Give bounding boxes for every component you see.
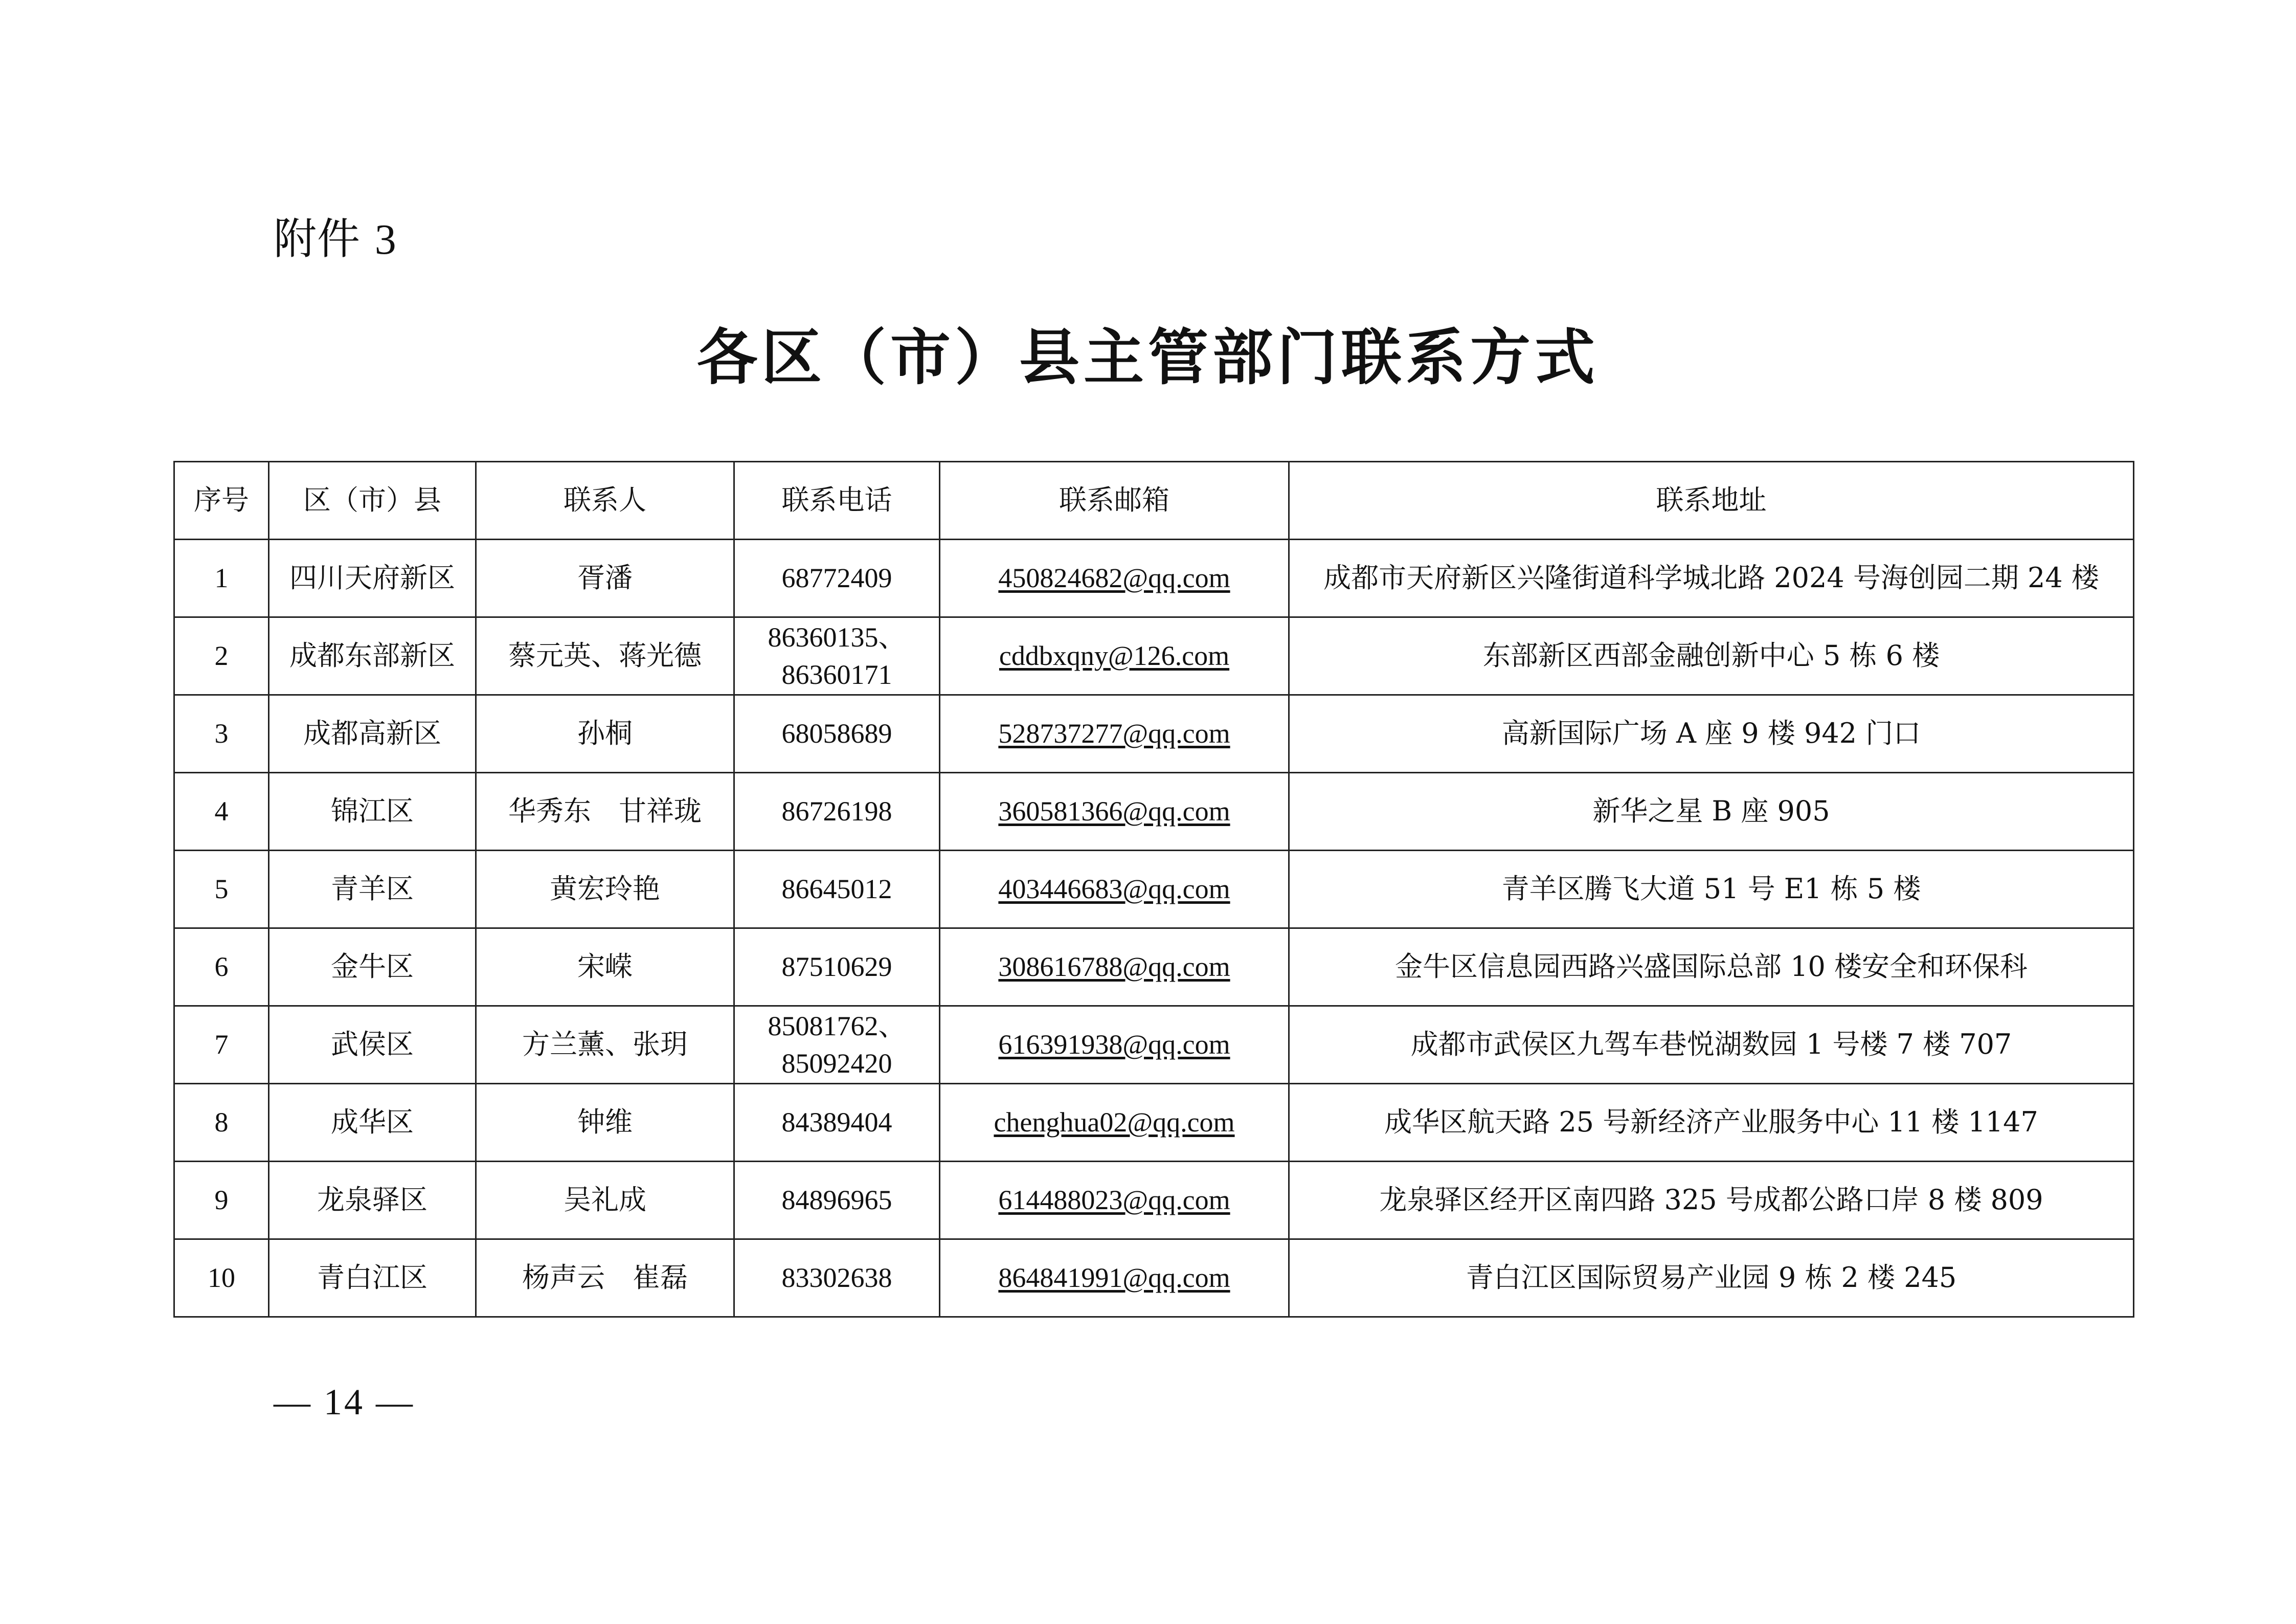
phone-cell: [734, 928, 940, 1006]
email-link[interactable]: 308616788@qq.com: [998, 951, 1230, 983]
district-cell: 四川天府新区: [269, 540, 476, 617]
phone-cell: [734, 1162, 940, 1239]
table-row: [174, 695, 2134, 773]
phone-number: 86360135、: [768, 621, 906, 653]
table-row: [174, 928, 2134, 1006]
table-row: [174, 617, 2134, 695]
contact-person-cell: 钟维: [476, 1084, 734, 1162]
table-row: [174, 1239, 2134, 1317]
phone-number: 68772409: [781, 563, 892, 594]
attachment-number: 3: [374, 216, 397, 263]
row-index-cell: 3: [174, 695, 269, 773]
table-header-row: [174, 462, 2134, 540]
district-cell: 锦江区: [269, 773, 476, 851]
email-cell: [940, 773, 1289, 851]
email-link[interactable]: 864841991@qq.com: [998, 1262, 1230, 1294]
phone-cell: [734, 1006, 940, 1084]
address-cell: 成都市武侯区九驾车巷悦湖数园 1 号楼 7 楼 707: [1289, 1006, 2134, 1084]
phone-cell: [734, 851, 940, 928]
phone-number: 86645012: [781, 874, 892, 905]
phone-cell: [734, 617, 940, 695]
email-link[interactable]: 360581366@qq.com: [998, 796, 1230, 827]
contact-person-cell: 方兰薰、张玥: [476, 1006, 734, 1084]
row-index-cell: 1: [174, 540, 269, 617]
phone-number: 84389404: [781, 1107, 892, 1138]
district-cell: 龙泉驿区: [269, 1162, 476, 1239]
email-cell: [940, 695, 1289, 773]
address-cell: 新华之星 B 座 905: [1289, 773, 2134, 851]
header-cell-contact: 联系人: [476, 462, 734, 540]
district-cell: 成都东部新区: [269, 617, 476, 695]
row-index-cell: 5: [174, 851, 269, 928]
email-link[interactable]: cddbxqny@126.com: [999, 640, 1230, 672]
row-index-cell: 4: [174, 773, 269, 851]
phone-number: 68058689: [781, 718, 892, 749]
email-link[interactable]: 528737277@qq.com: [998, 718, 1230, 749]
table-row: [174, 540, 2134, 617]
email-link[interactable]: 614488023@qq.com: [998, 1185, 1230, 1216]
row-index-cell: 6: [174, 928, 269, 1006]
row-index-cell: 9: [174, 1162, 269, 1239]
contact-person-cell: 蔡元英、蒋光德: [476, 617, 734, 695]
district-cell: 青白江区: [269, 1239, 476, 1317]
table-row: [174, 773, 2134, 851]
phone-cell: [734, 1084, 940, 1162]
table-row: [174, 1162, 2134, 1239]
email-cell: [940, 1006, 1289, 1084]
email-cell: [940, 1239, 1289, 1317]
table-row: [174, 851, 2134, 928]
address-cell: 成华区航天路 25 号新经济产业服务中心 11 楼 1147: [1289, 1084, 2134, 1162]
contact-person-cell: 华秀东 甘祥珑: [476, 773, 734, 851]
address-cell: 青白江区国际贸易产业园 9 栋 2 楼 245: [1289, 1239, 2134, 1317]
row-index-cell: 2: [174, 617, 269, 695]
table-row: [174, 1006, 2134, 1084]
document-title: 各区（市）县主管部门联系方式: [696, 322, 1599, 393]
phone-cell: [734, 695, 940, 773]
contact-person-cell: 杨声云 崔磊: [476, 1239, 734, 1317]
district-cell: 成华区: [269, 1084, 476, 1162]
district-cell: 金牛区: [269, 928, 476, 1006]
email-cell: [940, 540, 1289, 617]
address-cell: 金牛区信息园西路兴盛国际总部 10 楼安全和环保科: [1289, 928, 2134, 1006]
email-link[interactable]: 403446683@qq.com: [998, 874, 1230, 905]
email-link[interactable]: 616391938@qq.com: [998, 1029, 1230, 1060]
address-cell: 龙泉驿区经开区南四路 325 号成都公路口岸 8 楼 809: [1289, 1162, 2134, 1239]
row-index-cell: 7: [174, 1006, 269, 1084]
header-cell-address: 联系地址: [1289, 462, 2134, 540]
phone-number: 86360171: [781, 659, 892, 690]
district-cell: 武侯区: [269, 1006, 476, 1084]
table-body: [174, 540, 2134, 1317]
header-cell-district: 区（市）县: [269, 462, 476, 540]
header-cell-email: 联系邮箱: [940, 462, 1289, 540]
contacts-table: [173, 461, 2134, 1318]
address-cell: 青羊区腾飞大道 51 号 E1 栋 5 楼: [1289, 851, 2134, 928]
email-link[interactable]: chenghua02@qq.com: [994, 1107, 1235, 1138]
district-cell: 成都高新区: [269, 695, 476, 773]
phone-cell: [734, 773, 940, 851]
attachment-label: [274, 214, 397, 264]
email-cell: [940, 1162, 1289, 1239]
email-cell: [940, 1084, 1289, 1162]
header-cell-index: 序号: [174, 462, 269, 540]
email-link[interactable]: 450824682@qq.com: [998, 563, 1230, 594]
district-cell: 青羊区: [269, 851, 476, 928]
phone-number: 86726198: [781, 796, 892, 827]
phone-number: 87510629: [781, 951, 892, 983]
phone-number: 85092420: [781, 1048, 892, 1079]
attachment-text: 附件: [274, 214, 361, 264]
email-cell: [940, 928, 1289, 1006]
phone-cell: [734, 540, 940, 617]
email-cell: [940, 851, 1289, 928]
email-cell: [940, 617, 1289, 695]
phone-cell: [734, 1239, 940, 1317]
header-cell-phone: 联系电话: [734, 462, 940, 540]
phone-number: 84896965: [781, 1185, 892, 1216]
address-cell: 东部新区西部金融创新中心 5 栋 6 楼: [1289, 617, 2134, 695]
contact-person-cell: 孙桐: [476, 695, 734, 773]
contact-person-cell: 胥潘: [476, 540, 734, 617]
contact-person-cell: 黄宏玲艳: [476, 851, 734, 928]
row-index-cell: 10: [174, 1239, 269, 1317]
table-row: [174, 1084, 2134, 1162]
address-cell: 高新国际广场 A 座 9 楼 942 门口: [1289, 695, 2134, 773]
contact-person-cell: 吴礼成: [476, 1162, 734, 1239]
contact-person-cell: 宋嵘: [476, 928, 734, 1006]
address-cell: 成都市天府新区兴隆街道科学城北路 2024 号海创园二期 24 楼: [1289, 540, 2134, 617]
phone-number: 83302638: [781, 1262, 892, 1294]
row-index-cell: 8: [174, 1084, 269, 1162]
page-number: — 14 —: [274, 1382, 415, 1422]
phone-number: 85081762、: [768, 1010, 906, 1041]
